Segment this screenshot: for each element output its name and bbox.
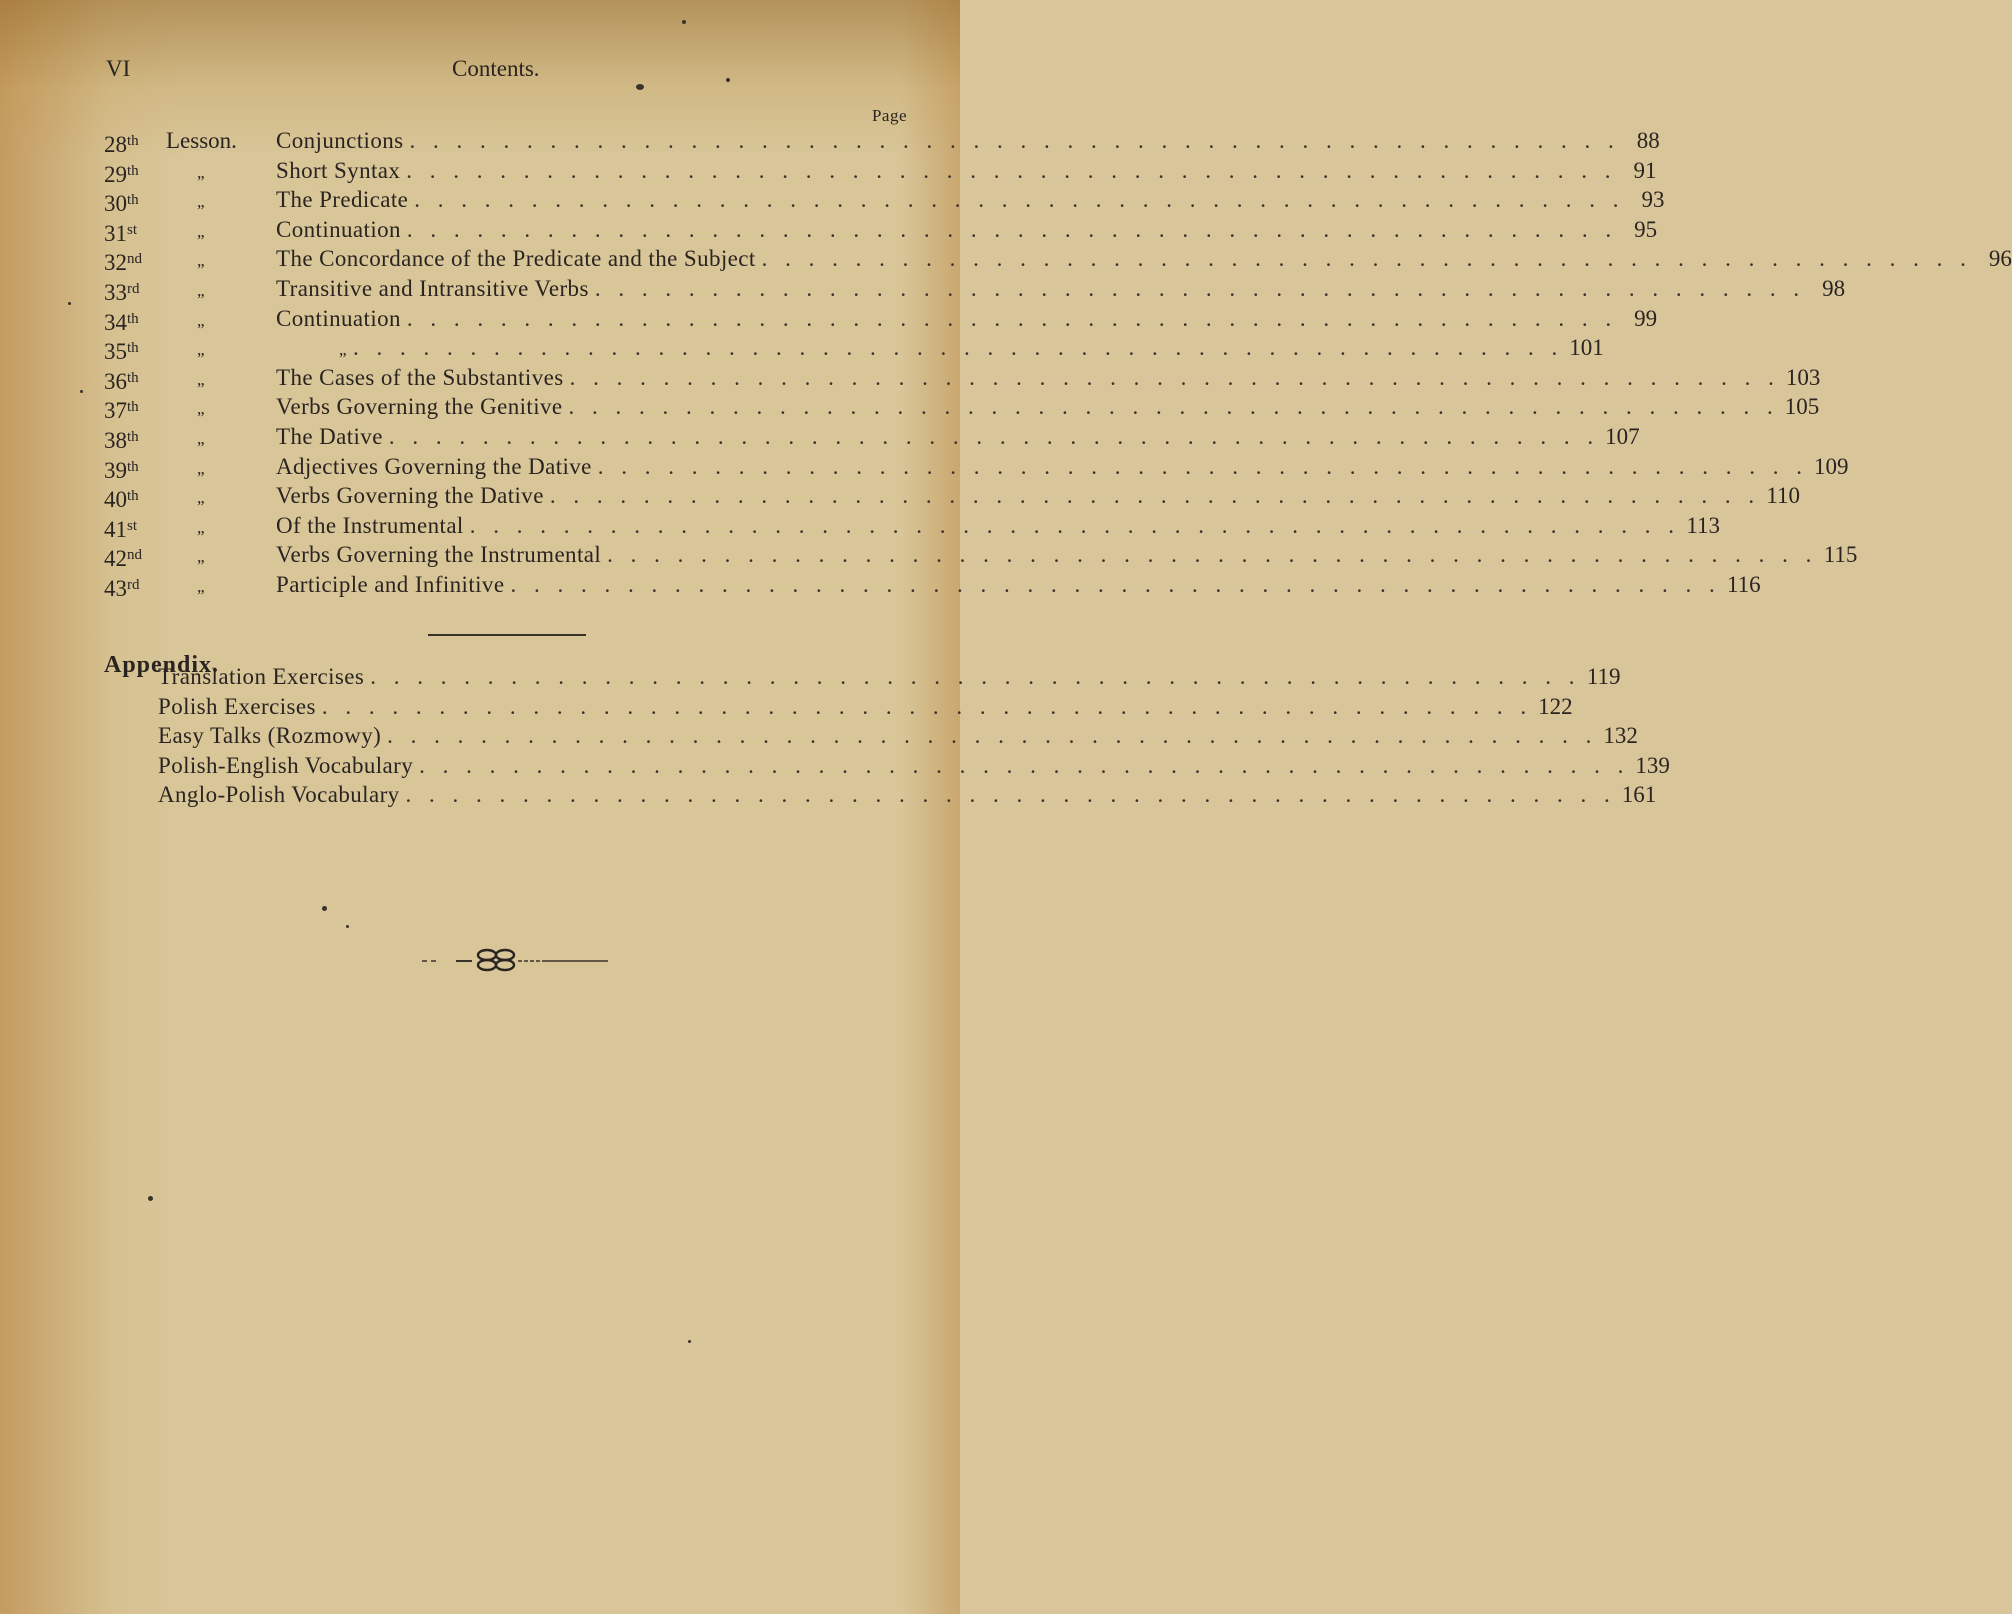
- appendix-item: [0, 692, 1573, 722]
- toc-row: [0, 392, 1820, 424]
- lesson-number-value: 31: [104, 220, 127, 246]
- lesson-ordinal-suffix: th: [127, 133, 139, 149]
- paper-speck: [726, 78, 730, 82]
- toc-row: [0, 452, 1849, 483]
- lesson-ordinal-suffix: th: [127, 340, 139, 357]
- page-number: 132: [1603, 723, 1638, 749]
- entry-title: Of the Instrumental: [276, 512, 464, 538]
- lesson-ordinal-suffix: nd: [127, 251, 142, 268]
- lesson-ordinal-suffix: rd: [127, 281, 140, 297]
- appendix-entry: [158, 662, 1621, 692]
- appendix-entry: [158, 751, 1670, 781]
- toc-entry: [276, 244, 2012, 274]
- lesson-number-value: 35: [104, 339, 127, 365]
- page-column-label: Page: [871, 106, 907, 125]
- dot-leader: . . . . . . . . . . . . . . . . . . . . . . . . . . . . . . . . . . . . . . . . . . . . . . . . . . . .: [414, 187, 1625, 213]
- entry-title: The Cases of the Substantives: [276, 364, 564, 390]
- dot-leader: . . . . . . . . . . . . . . . . . . . . . . . . . . . . . . . . . . . . . . . . . . . . . . . . . . . .: [510, 572, 1721, 597]
- dot-leader: . . . . . . . . . . . . . . . . . . . . . . . . . . . . . . . . . . . . . . . . . . . . . . . . . . . .: [607, 542, 1818, 568]
- lesson-ordinal-suffix: th: [127, 369, 139, 386]
- page-number: 95: [1634, 216, 1658, 242]
- lesson-number-value: 36: [104, 368, 127, 394]
- dot-leader: . . . . . . . . . . . . . . . . . . . . . . . . . . . . . . . . . . . . . . . . . . . . . . . . . . . .: [594, 276, 1806, 301]
- toc-row: [0, 185, 1665, 217]
- toc-entry: [276, 156, 1657, 186]
- ornament-icon: [420, 944, 630, 974]
- appendix-item: [0, 780, 1657, 810]
- toc-entry: [276, 422, 1640, 452]
- dot-leader: . . . . . . . . . . . . . . . . . . . . . . . . . . . . . . . . . . . . . . . . . . . . . . . . . . . .: [370, 664, 1581, 689]
- section-divider: [428, 634, 586, 636]
- dot-leader: . . . . . . . . . . . . . . . . . . . . . . . . . . . . . . . . . . . . . . . . . . . . . . . . . . . .: [469, 512, 1680, 538]
- lesson-number-value: 30: [104, 191, 127, 217]
- paper-speck: [682, 20, 686, 24]
- entry-title: Verbs Governing the Dative: [276, 483, 544, 509]
- toc-row: [0, 333, 1604, 365]
- dot-leader: . . . . . . . . . . . . . . . . . . . . . . . . . . . . . . . . . . . . . . . . . . . . . . . . . . . .: [409, 128, 1620, 153]
- page-number: 96: [1988, 246, 2012, 272]
- toc-row: [0, 363, 1821, 394]
- dot-leader: . . . . . . . . . . . . . . . . . . . . . . . . . . . . . . . . . . . . . . . . . . . . . . . . . . . .: [406, 157, 1617, 183]
- toc-entry: [276, 540, 1858, 570]
- ditto-mark: „: [197, 192, 205, 212]
- ditto-mark: „: [197, 517, 205, 537]
- lesson-number-value: 34: [104, 309, 127, 335]
- entry-title: Polish-English Vocabulary: [158, 752, 414, 778]
- entry-title: Conjunctions: [276, 128, 404, 153]
- paper-speck: [80, 390, 83, 393]
- ditto-mark: „: [197, 221, 205, 241]
- lesson-ordinal-suffix: th: [127, 458, 139, 475]
- lesson-number-value: 37: [104, 398, 127, 424]
- lesson-ordinal-suffix: st: [127, 221, 138, 238]
- appendix-item: [0, 721, 1638, 751]
- lesson-number-value: 32: [104, 250, 127, 276]
- page-number: 110: [1766, 483, 1801, 509]
- entry-title: Continuation: [276, 216, 401, 242]
- entry-title: Translation Exercises: [158, 664, 365, 689]
- lesson-ordinal-suffix: rd: [127, 577, 140, 593]
- ditto-mark: „: [197, 458, 205, 478]
- toc-entry: [276, 363, 1821, 393]
- paper-speck: [148, 1196, 153, 1201]
- paper-speck: [68, 302, 71, 305]
- ditto-mark: „: [197, 369, 205, 389]
- running-head: [0, 56, 960, 86]
- page-number: 88: [1636, 128, 1660, 153]
- lesson-ordinal-suffix: th: [127, 192, 139, 209]
- lesson-ordinal-suffix: th: [127, 162, 139, 179]
- ditto-mark: „: [197, 340, 205, 360]
- page-number: 105: [1784, 394, 1820, 420]
- ditto-mark: „: [197, 251, 205, 271]
- toc-row: [0, 540, 1858, 572]
- appendix-entry: [158, 780, 1657, 810]
- dot-leader: . . . . . . . . . . . . . . . . . . . . . . . . . . . . . . . . . . . . . . . . . . . . . . . . . . . .: [321, 693, 1533, 719]
- entry-title: Anglo-Polish Vocabulary: [158, 782, 400, 808]
- toc-entry: [276, 481, 1801, 511]
- dot-leader: . . . . . . . . . . . . . . . . . . . . . . . . . . . . . . . . . . . . . . . . . . . . . . . . . . . .: [406, 305, 1618, 331]
- toc-entry: [276, 126, 1660, 156]
- page-number: 93: [1641, 187, 1665, 213]
- lesson-ordinal-suffix: th: [127, 488, 139, 505]
- dot-leader: . . . . . . . . . . . . . . . . . . . . . . . . . . . . . . . . . . . . . . . . . . . . . . . . . . . .: [568, 394, 1779, 420]
- lesson-ordinal-suffix: nd: [127, 547, 142, 564]
- toc-entry: [276, 511, 1720, 541]
- paper-speck: [636, 84, 644, 90]
- entry-title: „: [339, 340, 347, 360]
- dot-leader: . . . . . . . . . . . . . . . . . . . . . . . . . . . . . . . . . . . . . . . . . . . . . . . . . . . .: [352, 335, 1564, 361]
- ditto-mark: „: [197, 429, 205, 448]
- page-folio: VI: [106, 56, 131, 81]
- running-head-title: Contents.: [452, 56, 540, 81]
- page-number: 116: [1727, 572, 1761, 597]
- lesson-word: Lesson.: [166, 128, 237, 153]
- paper-speck: [688, 1340, 691, 1343]
- toc-row: [0, 422, 1640, 453]
- dot-leader: . . . . . . . . . . . . . . . . . . . . . . . . . . . . . . . . . . . . . . . . . . . . . . . . . . . .: [419, 752, 1630, 778]
- toc-entry: [276, 215, 1658, 245]
- appendix-item: [0, 751, 1670, 781]
- page-number: 119: [1586, 664, 1621, 689]
- lesson-number-value: 40: [104, 487, 127, 513]
- lesson-number-value: 41: [104, 516, 127, 542]
- lesson-ordinal-suffix: th: [127, 399, 139, 416]
- entry-title: The Dative: [276, 424, 383, 449]
- entry-title: Adjectives Governing the Dative: [276, 453, 592, 479]
- entry-title: Participle and Infinitive: [276, 572, 505, 597]
- lesson-number-value: 39: [104, 457, 127, 483]
- toc-entry: [276, 392, 1820, 422]
- appendix-entry: [158, 721, 1638, 751]
- dot-leader: . . . . . . . . . . . . . . . . . . . . . . . . . . . . . . . . . . . . . . . . . . . . . . . . . . . .: [597, 453, 1809, 479]
- toc-entry: [276, 452, 1849, 482]
- toc-entry: [276, 304, 1658, 334]
- paper-speck: [346, 925, 349, 928]
- lesson-number-value: 43: [104, 576, 127, 601]
- lesson-number-value: 38: [104, 428, 127, 453]
- entry-title: Short Syntax: [276, 157, 401, 183]
- lesson-ordinal-suffix: st: [127, 517, 138, 534]
- page-number: 113: [1686, 512, 1720, 538]
- toc-row: [0, 215, 1658, 246]
- entry-title: The Concordance of the Predicate and the Subject: [276, 246, 756, 272]
- entry-title: Continuation: [276, 305, 401, 331]
- page-number: 98: [1822, 276, 1846, 301]
- dot-leader: . . . . . . . . . . . . . . . . . . . . . . . . . . . . . . . . . . . . . . . . . . . . . . . . . . . .: [549, 483, 1761, 509]
- page-number: 115: [1823, 542, 1858, 568]
- dot-leader: . . . . . . . . . . . . . . . . . . . . . . . . . . . . . . . . . . . . . . . . . . . . . . . . . . . .: [569, 364, 1780, 390]
- lesson-number-value: 42: [104, 546, 127, 572]
- toc-entry: [276, 185, 1665, 215]
- appendix-heading: Appendix.: [104, 652, 220, 678]
- ditto-mark: „: [197, 488, 205, 508]
- page-number: 139: [1635, 752, 1670, 778]
- toc-row: [0, 481, 1801, 513]
- entry-title: The Predicate: [276, 187, 409, 213]
- dot-leader: . . . . . . . . . . . . . . . . . . . . . . . . . . . . . . . . . . . . . . . . . . . . . . . . . . . .: [388, 424, 1600, 449]
- lesson-ordinal-suffix: th: [127, 429, 139, 445]
- ditto-mark: „: [197, 399, 205, 419]
- toc-entry: [276, 570, 1761, 600]
- toc-row: [0, 126, 1660, 157]
- page-number: 91: [1633, 157, 1657, 183]
- toc-row: [0, 570, 1761, 601]
- ditto-mark: „: [197, 310, 205, 330]
- entry-title: Verbs Governing the Genitive: [276, 394, 563, 420]
- lesson-number-value: 28: [104, 132, 127, 157]
- appendix-item: [0, 662, 1621, 692]
- toc-row: [0, 304, 1658, 335]
- ditto-mark: „: [197, 547, 205, 567]
- toc-row: [0, 274, 1846, 305]
- toc-entry: [276, 274, 1846, 304]
- dot-leader: . . . . . . . . . . . . . . . . . . . . . . . . . . . . . . . . . . . . . . . . . . . . . . . . . . . .: [406, 216, 1618, 242]
- ditto-mark: „: [197, 281, 205, 300]
- page-number: 107: [1605, 424, 1640, 449]
- toc-row: [0, 511, 1720, 542]
- dot-leader: . . . . . . . . . . . . . . . . . . . . . . . . . . . . . . . . . . . . . . . . . . . . . . . . . . . .: [387, 723, 1598, 749]
- entry-title: Verbs Governing the Instrumental: [276, 542, 602, 568]
- entry-title: Easy Talks (Rozmowy): [158, 723, 382, 749]
- lesson-number-value: 29: [104, 161, 127, 187]
- entry-title: Transitive and Intransitive Verbs: [276, 276, 589, 301]
- page-number: 161: [1621, 782, 1657, 808]
- page-number: 103: [1785, 364, 1821, 390]
- dot-leader: . . . . . . . . . . . . . . . . . . . . . . . . . . . . . . . . . . . . . . . . . . . . . . . . . . . .: [761, 246, 1972, 272]
- page-number: 109: [1814, 453, 1849, 479]
- ditto-mark: „: [197, 577, 205, 596]
- lesson-number-value: 33: [104, 280, 127, 305]
- lesson-number: [104, 570, 140, 604]
- page-number: 122: [1538, 693, 1573, 719]
- ditto-mark: „: [197, 162, 205, 182]
- page-number: 99: [1634, 305, 1658, 331]
- entry-title: Polish Exercises: [158, 693, 316, 719]
- lesson-ordinal-suffix: th: [127, 310, 139, 327]
- toc-row: [0, 156, 1657, 187]
- appendix-entry: [158, 692, 1573, 722]
- toc-row: [0, 244, 2012, 276]
- page-number: 101: [1569, 335, 1604, 361]
- dot-leader: . . . . . . . . . . . . . . . . . . . . . . . . . . . . . . . . . . . . . . . . . . . . . . . . . . . .: [405, 782, 1616, 808]
- paper-speck: [322, 906, 327, 911]
- toc-entry: [276, 333, 1604, 365]
